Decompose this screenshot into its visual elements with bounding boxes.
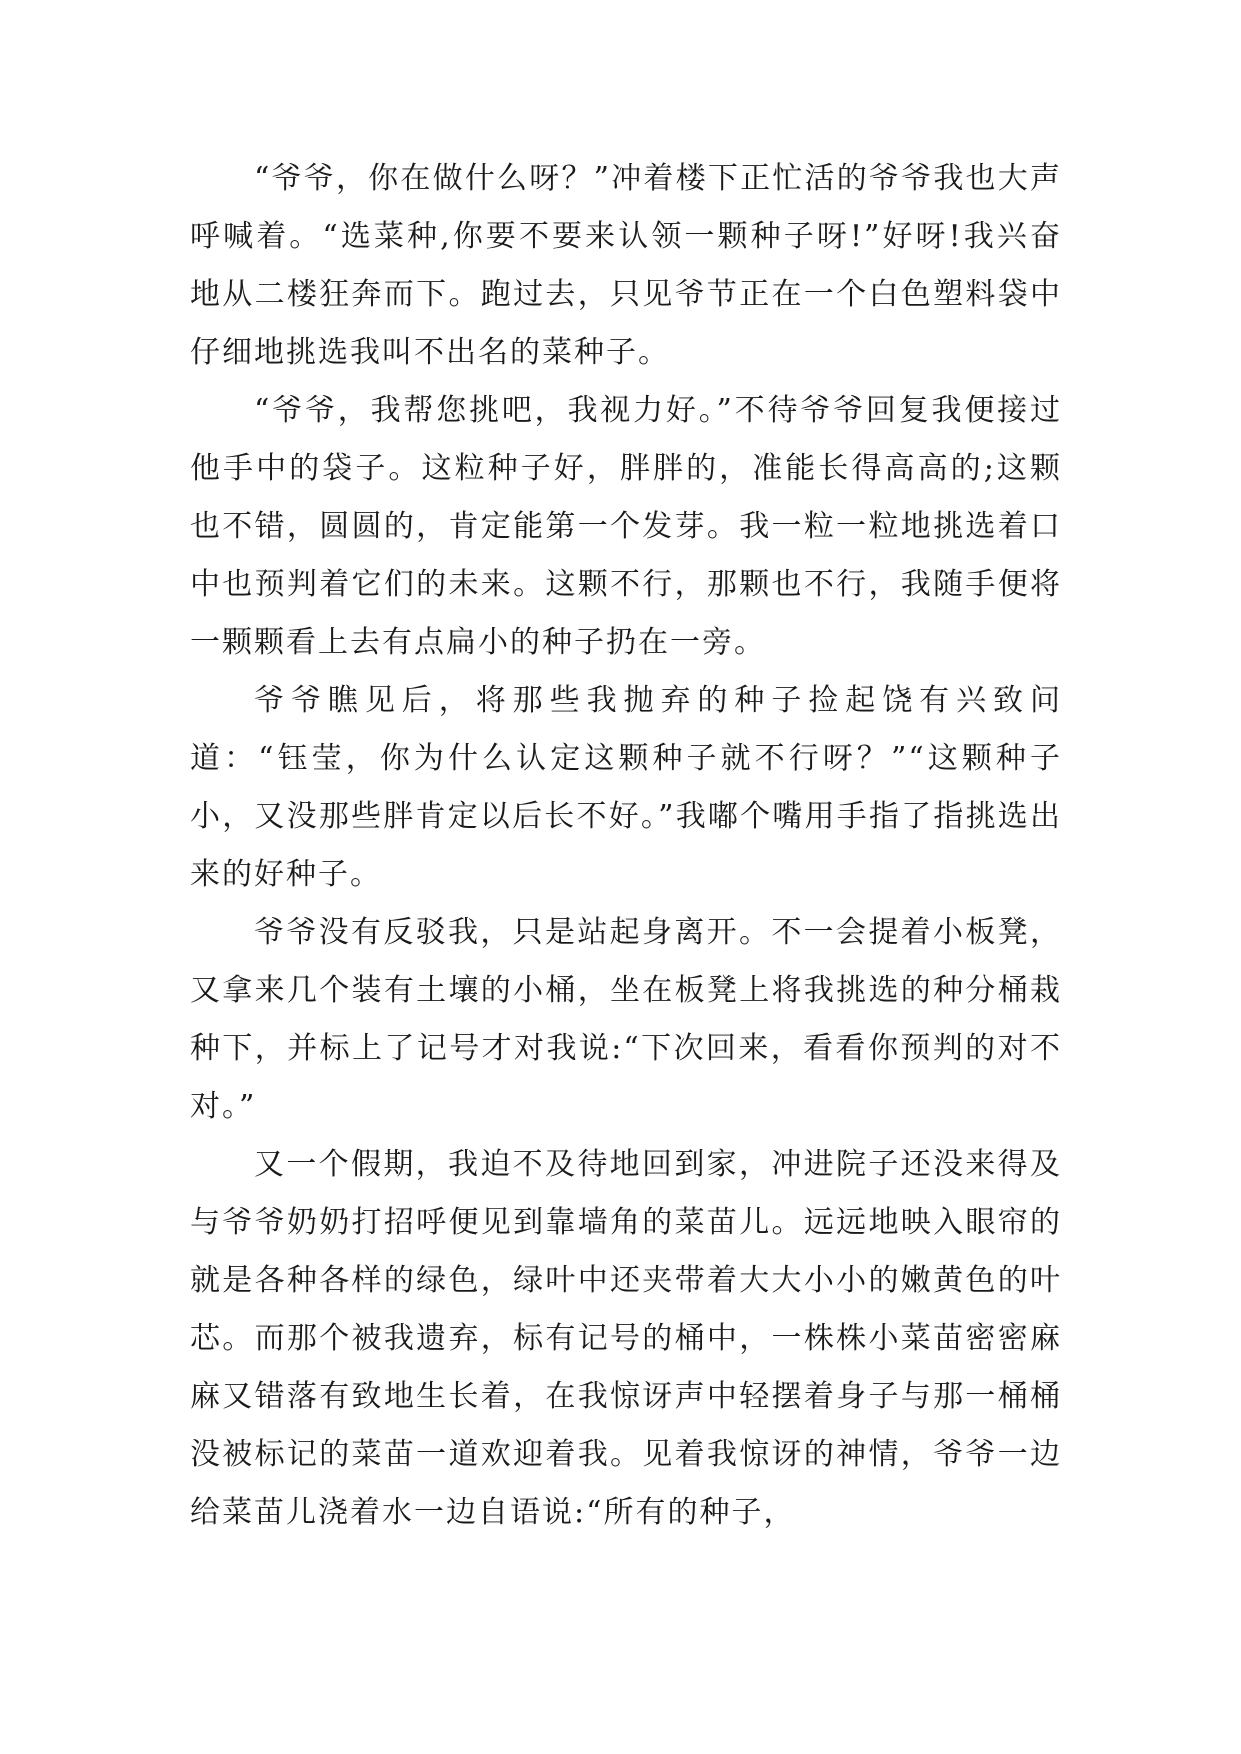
paragraph-5: 又一个假期，我迫不及待地回到家，冲进院子还没来得及与爷爷奶奶打招呼便见到靠墙角的菜苗儿。远远地映入眼帘的就是各种各样的绿色，绿叶中还夹带着大大小小的嫩黄色的叶芯。而那个被我遗弃，标有记号的桶中，一株株小菜苗密密麻麻又错落有致地生长着，在我惊讶声中轻摆着身子与那一桶桶没被标记的菜苗一道欢迎着我。见着我惊讶的神情，爷爷一边给菜苗儿浇着水一边自语说:“所有的种子， <box>190 1147 1062 1530</box>
paragraph-3: 爷爷瞧见后，将那些我抛弃的种子捡起饶有兴致问道：“钰莹，你为什么认定这颗种子就不行呀？”“这颗种子小，又没那些胖肯定以后长不好。”我嘟个嘴用手指了指挑选出来的好种子。 <box>190 683 1062 892</box>
paragraph-4: 爷爷没有反驳我，只是站起身离开。不一会提着小板凳，又拿来几个装有土壤的小桶，坐在板凳上将我挑选的种分桶栽种下，并标上了记号才对我说:“下次回来，看看你预判的对不对。” <box>190 915 1062 1124</box>
paragraph-2: “爷爷，我帮您挑吧，我视力好。”不待爷爷回复我便接过他手中的袋子。这粒种子好，胖胖的，准能长得高高的;这颗也不错，圆圆的，肯定能第一个发芽。我一粒一粒地挑选着口中也预判着它们的未来。这颗不行，那颗也不行，我随手便将一颗颗看上去有点扁小的种子扔在一旁。 <box>190 393 1062 660</box>
essay-body <box>190 150 1062 1542</box>
paragraph-1: “爷爷，你在做什么呀？”冲着楼下正忙活的爷爷我也大声呼喊着。“选菜种,你要不要来认领一颗种子呀!”好呀!我兴奋地从二楼狂奔而下。跑过去，只见爷节正在一个白色塑料袋中仔细地挑选我叫不出名的菜种子。 <box>190 161 1062 370</box>
